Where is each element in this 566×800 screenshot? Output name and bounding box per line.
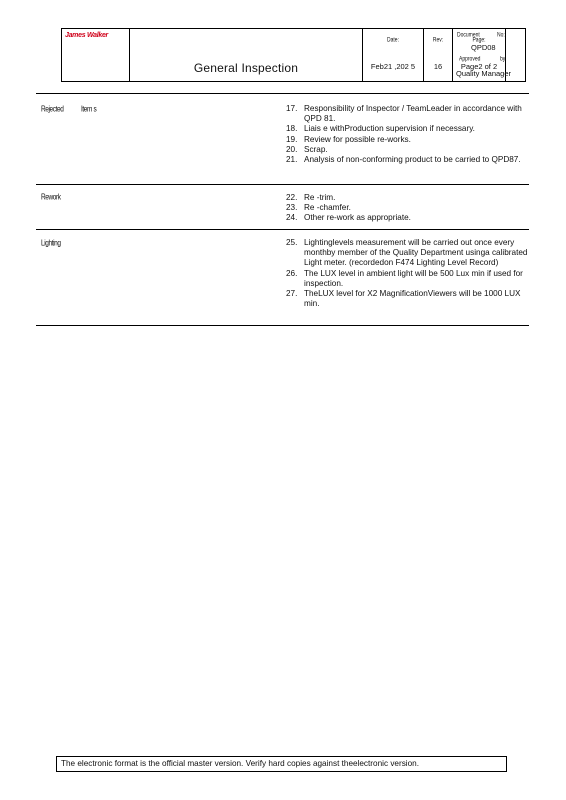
item-text: Re -chamfer.: [304, 203, 351, 213]
list-item: [286, 238, 529, 269]
item-text: TheLUX level for X2 MagnificationViewers will be 1000 LUX min.: [304, 289, 521, 309]
list-item: [286, 155, 529, 165]
item-number: 24.: [286, 213, 298, 223]
rev-value: 16: [433, 62, 443, 71]
section-divider: [36, 184, 529, 185]
date-value: Feb21 ,202 5: [370, 62, 416, 71]
item-text: Analysis of non-conforming product to be carried to QPD87.: [304, 155, 521, 165]
no-label: No:: [497, 31, 505, 39]
page-value: Page2 of 2: [460, 62, 498, 71]
item-text: Re -trim.: [304, 193, 336, 202]
list-item: [286, 145, 529, 155]
approved-label: Approved: [459, 55, 481, 63]
approved-by-value: Quality Manager: [456, 69, 512, 78]
list-item: [286, 193, 529, 203]
item-number: 22.: [286, 193, 298, 202]
section-divider-top: [36, 93, 529, 94]
rev-label: Rev:: [432, 36, 444, 44]
list-item: [286, 203, 529, 213]
item-text: Lightinglevels measurement will be carried out once every monthby member of the Quality Department usinga calibrated Light meter. (recordedon F474 Lighting Level Record): [304, 238, 528, 268]
item-number: 27.: [286, 289, 298, 299]
document-title: General Inspection: [193, 61, 299, 75]
document-info-cell: [454, 29, 527, 81]
logo-cell: [62, 29, 130, 81]
footer-notice: The electronic format is the official master version. Verify hard copies against theelectronic version.: [56, 756, 507, 772]
item-number: 18.: [286, 124, 298, 134]
section-label-lighting: Lighting: [41, 239, 61, 248]
by-label: by: [500, 55, 506, 63]
section-divider: [36, 229, 529, 230]
list-item: [286, 289, 529, 309]
document-number: QPD08: [471, 43, 496, 52]
section-label-rework: Rework: [41, 193, 61, 202]
document-label: Document: [457, 31, 480, 39]
company-logo: James Walker: [65, 32, 108, 39]
item-text: Other re-work as appropriate.: [304, 213, 411, 223]
list-item: [286, 135, 529, 145]
list-item: [286, 124, 529, 134]
page-label: Page:: [472, 36, 486, 44]
rev-cell: [424, 29, 453, 81]
item-number: 19.: [286, 134, 298, 144]
lighting-items-list: [286, 238, 529, 309]
section-sublabel-items: Item s: [81, 105, 97, 114]
item-number: 26.: [286, 268, 298, 278]
item-text: The LUX level in ambient light will be 500 Lux min if used for inspection.: [304, 268, 523, 288]
item-text: Responsibility of Inspector / TeamLeader in accordance with QPD 81.: [304, 104, 522, 124]
item-number: 20.: [286, 144, 298, 154]
date-label: Date:: [387, 36, 399, 44]
item-text: Review for possible re-works.: [304, 134, 411, 144]
item-number: 25.: [286, 238, 298, 247]
title-cell: [130, 29, 363, 81]
rework-items-list: [286, 193, 529, 224]
date-cell: [363, 29, 424, 81]
item-text: Liais e withProduction supervision if necessary.: [304, 124, 475, 134]
list-item: [286, 213, 529, 223]
rejected-items-list: [286, 104, 529, 165]
item-number: 21.: [286, 155, 298, 165]
item-text: Scrap.: [304, 144, 328, 154]
document-header: [61, 28, 526, 82]
list-item: [286, 104, 529, 124]
item-number: 23.: [286, 203, 298, 213]
section-divider-bottom: [36, 325, 529, 326]
section-label-rejected: Rejected: [41, 105, 64, 114]
item-number: 17.: [286, 104, 298, 113]
list-item: [286, 269, 529, 289]
